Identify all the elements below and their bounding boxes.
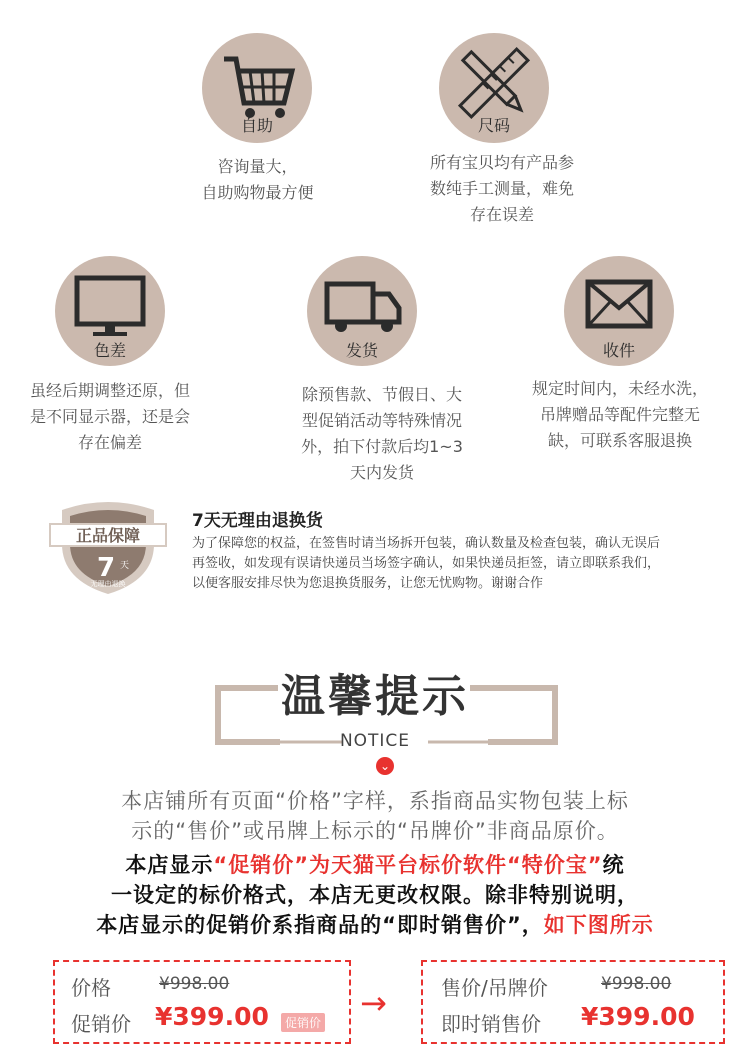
notice-subtitle: NOTICE [339,731,411,751]
notice-para2: 本店显示“促销价”为天猫平台标价软件“特价宝”统 [125,853,625,877]
feature-desc: 咨询量大， 自助购物最方便 [201,157,314,202]
instant-price: ¥399.00 [581,1002,695,1031]
price-label: 价格 [71,976,111,1000]
feature-desc: 虽经后期调整还原，但 是不同显示器，还是会 存在偏差 [29,381,190,452]
feature-desc: 所有宝贝均有产品参 数纯手工测量，难免 存在误差 [429,153,574,224]
price-box-right [421,960,725,1044]
truck-circle [307,256,417,366]
notice-title: 温馨提示 [281,671,469,722]
feature-desc: 除预售款、节假日、大 型促销活动等特殊情况 外，拍下付款后均1~3 天内发货 [301,385,463,482]
notice-para4: 本店显示的促销价系指商品的“即时销售价”，如下图所示 [96,913,654,937]
envelope-circle [564,256,674,366]
feature-label: 尺码 [477,116,510,135]
badge-number: 7 [96,553,116,583]
feature-label: 自助 [240,116,273,135]
original-price: ¥998.00 [601,974,672,994]
cart-circle [202,33,312,143]
ruler-circle [439,33,549,143]
guarantee-text: 为了保障您的权益，在签售时请当场拆开包装，确认数量及检查包装，确认无误后 再签收，如发现有误请快递员当场签字确认，如果快递员拒签，请立即联系我们， 以便客服安排尽快为您退换货服务，让您无忧购物。谢谢合作 [192,536,661,591]
monitor-circle [55,256,165,366]
feature-desc: 规定时间内，未经水洗， 吊牌赠品等配件完整无 缺，可联系客服退换 [531,379,708,450]
feature-label: 收件 [602,341,635,360]
shield-icon [48,496,168,596]
promo-tag: 促销价 [281,1013,325,1032]
arrow-right-icon: → [360,984,387,1022]
notice-para3: 一设定的标价格式，本店无更改权限。除非特别说明， [111,883,639,907]
notice-para1: 本店铺所有页面“价格”字样，系指商品实物包装上标 示的“售价”或吊牌上标示的“吊牌价”非商品原价。 [121,789,629,843]
original-price: ¥998.00 [159,974,230,994]
instant-price-label: 即时销售价 [441,1012,541,1036]
tag-price-label: 售价/吊牌价 [441,976,548,1000]
chevron-down-icon: ⌄ [376,757,394,775]
badge-sub: 无理由退换 [90,580,126,588]
badge-top-text: 正品保障 [75,526,141,545]
price-box-left [53,960,351,1044]
badge-unit: 天 [120,561,130,571]
feature-label: 发货 [345,341,378,360]
promo-label: 促销价 [71,1012,131,1036]
feature-label: 色差 [93,341,126,360]
promo-price: ¥399.00 [155,1002,269,1031]
guarantee-badge [48,496,168,596]
guarantee-title: 7天无理由退换货 [192,511,323,531]
